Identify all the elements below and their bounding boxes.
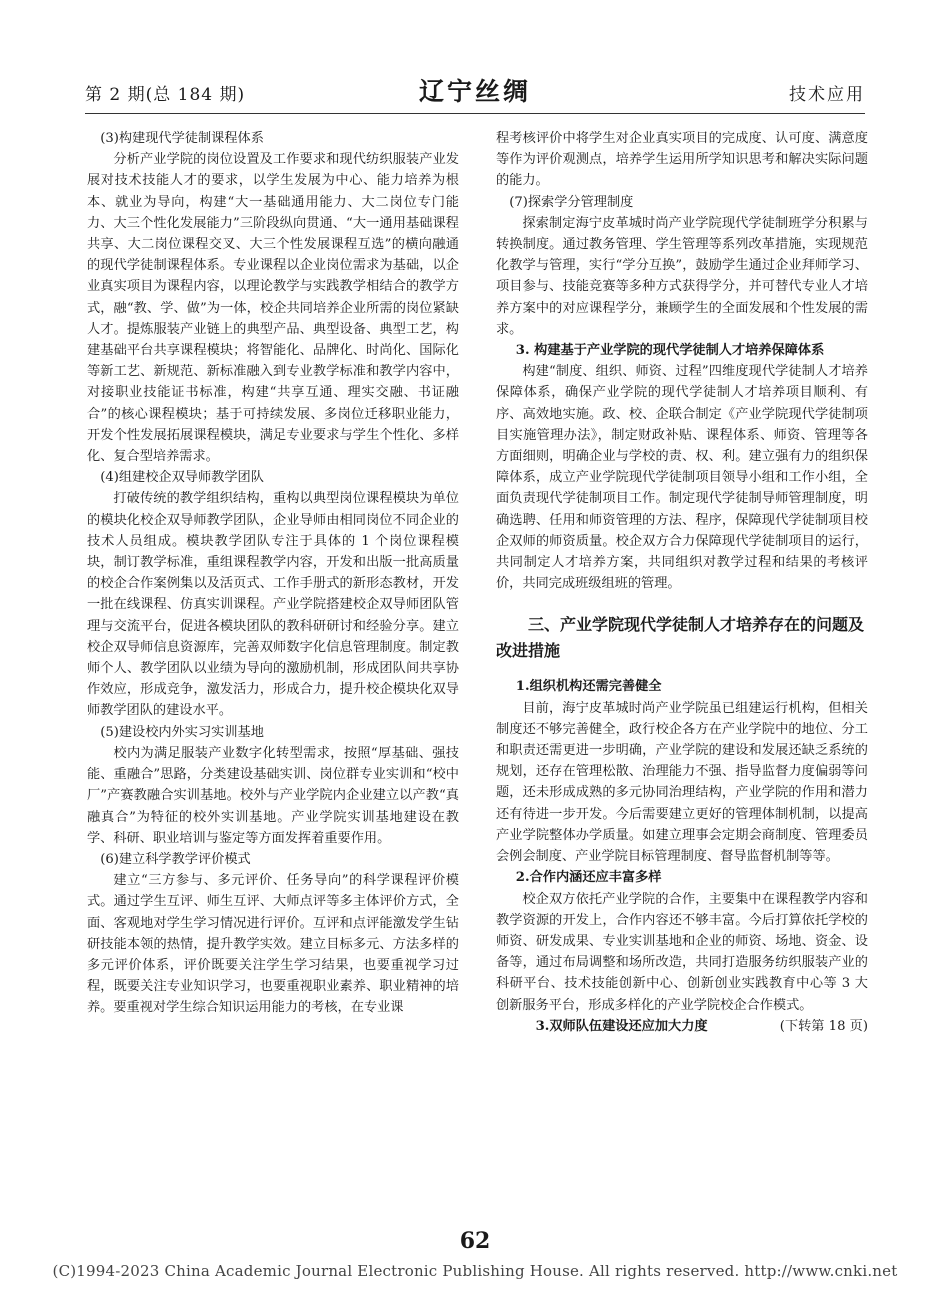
- heading-guarantee-system: 3. 构建基于产业学院的现代学徒制人才培养保障体系: [515, 343, 825, 359]
- subsection-title-4: (4)组建校企双导师教学团队: [100, 470, 264, 486]
- paragraph-training-base: 校内为满足服装产业数字化转型需求，按照“厚基础、强技能、重融合”思路，分类建设基础实训、岗位群专业实训和“校中厂”产赛教融合实训基地。校外与产业学院内企业建立以产教“真融真合”为特征的校外实训基地。产业学院实训基地建设在教学、科研、职业培训与鉴定等方面发挥着重要作用。: [87, 745, 459, 846]
- subsection-title-3: (3)构建现代学徒制课程体系: [100, 131, 264, 146]
- heading-cooperation: 2.合作内涵还应丰富多样: [515, 870, 662, 886]
- paragraph-evaluation: 建立“三方参与、多元评价、任务导向”的科学课程评价模式。通过学生互评、师生互评、大师点评等多主体评价方式，全面、客观地对学生学习情况进行评价。互评和点评能激发学生钻研技能本领的热情，提升教学实效。建立目标多元、方法多样的多元评价体系，评价既要关注学生学习结果，也要重视学习过程，既要关注专业知识学习，也要重视职业素养、职业精神的培养。要重视对学生综合知识运用能力的考核，在专业课: [87, 873, 459, 1016]
- subsection-title-6: (6)建立科学教学评价模式: [100, 851, 251, 867]
- paragraph-teaching-team: 打破传统的教学组织结构，重构以典型岗位课程模块为单位的模块化校企双导师教学团队，企业导师由相同岗位不同企业的技术人员组成。模块教学团队专注于具体的 1 个岗位课程模块，制订教学标准，重组课程教学内容，开发和出版一批高质量的校企合作案例集以及活页式、工作手册式的新形态教材，开发一批在线课程、仿真实训课程。产业学院搭建校企双导师团队管理与交流平台，促进各模块团队的教科研研讨和经验分享。建立校企双导师信息资源库，完善双师数字化信息管理制度。制定教师个人、教学团队以业绩为导向的激励机制，形成团队间共享协作效应，形成竞争，激发活力，形成合力，提升校企模块化双导师教学团队的建设水平。: [87, 491, 459, 719]
- subsection-title-7: (7)探索学分管理制度: [509, 194, 634, 210]
- right-column: [496, 128, 868, 1037]
- heading-organization: 1.组织机构还需完善健全: [515, 679, 662, 695]
- issue-number: 第 2 期(总 184 期): [85, 85, 246, 105]
- copyright-notice: (C)1994-2023 China Academic Journal Electronic Publishing House. All rights reserved. http://www.cnki.net: [52, 1262, 898, 1280]
- paragraph-organization: 目前，海宁皮革城时尚产业学院虽已组建运行机构，但相关制度还不够完善健全，政行校企各方在产业学院中的地位、分工和职责还需更进一步明确，产业学院的建设和发展还缺乏系统的规划，还存在管理松散、治理能力不强、指导监督力度偏弱等问题，还未形成成熟的多元协同治理结构，产业学院的作用和潜力还有待进一步开发。今后需要建立更好的管理体制机制，以提高产业学院整体办学质量。如建立理事会定期会商制度、管理委员会例会制度、产业学院目标管理制度、督导监督机制等等。: [496, 700, 868, 865]
- paragraph-credit-system: 探索制定海宁皮革城时尚产业学院现代学徒制班学分积累与转换制度。通过教务管理、学生管理等系列改革措施，实现规范化教学与管理，实行“学分互换”，鼓励学生通过企业拜师学习、项目参与、技能竞赛等多种方式获得学分，并可替代专业人才培养方案中的对应课程学分，兼顾学生的全面发展和个性发展的需求。: [496, 215, 868, 337]
- heading-dual-teachers: 3.双师队伍建设还应加大力度: [535, 1018, 708, 1034]
- header-divider: [85, 113, 865, 114]
- paragraph-guarantee-system: 构建“制度、组织、师资、过程”四维度现代学徒制人才培养保障体系，确保产业学院的现代学徒制人才培养项目顺利、有序、高效地实施。政、校、企联合制定《产业学院现代学徒制项目实施管理办法》，制定财政补贴、课程体系、师资、管理等各方面细则，明确企业与学校的责、权、利。建立强有力的组织保障体系，成立产业学院现代学徒制项目领导小组和工作小组，全面负责现代学徒制项目工作。制定现代学徒制导师管理制度，明确选聘、任用和师资管理的方法、程序，保障现代学徒制项目校企双师的师资质量。校企双方合力保障现代学徒制项目的运行，共同制定人才培养方案，共同组织对教学过程和结果的考核评价，共同完成班级组班的管理。: [496, 364, 868, 592]
- continued-note: (下转第 18 页): [779, 1018, 868, 1034]
- left-column: [87, 128, 459, 1019]
- journal-title: 辽宁丝绸: [418, 77, 531, 106]
- running-header: [85, 66, 865, 110]
- paragraph-evaluation-continued: 程考核评价中将学生对企业真实项目的完成度、认可度、满意度等作为评价观测点，培养学生运用所学知识思考和解决实际问题的能力。: [496, 131, 868, 189]
- subsection-title-5: (5)建设校内外实习实训基地: [100, 724, 264, 740]
- page-number: 62: [459, 1228, 491, 1254]
- final-heading-line: [496, 1016, 868, 1037]
- paragraph-cooperation: 校企双方依托产业学院的合作，主要集中在课程教学内容和教学资源的开发上，合作内容还不够丰富。今后打算依托学校的师资、研发成果、专业实训基地和企业的师资、场地、资金、设备等，通过布局调整和场所改造，共同打造服务纺织服装产业的科研平台、技术技能创新中心、创新创业实践教育中心等 3 大创新服务平台，形成多样化的产业学院校企合作模式。: [496, 891, 868, 1013]
- section-heading-problems: 三、产业学院现代学徒制人才培养存在的问题及改进措施: [496, 615, 865, 661]
- section-label: 技术应用: [789, 85, 865, 105]
- paragraph-curriculum: 分析产业学院的岗位设置及工作要求和现代纺织服装产业发展对技术技能人才的要求，以学生发展为中心、能力培养为根本、就业为导向，构建“大一基础通用能力、大二岗位专门能力、大三个性化发展能力”三阶段纵向贯通、“大一通用基础课程共享、大二岗位课程交叉、大三个性发展课程互选”的横向融通的现代学徒制课程体系。专业课程以企业岗位需求为基础，以企业真实项目为课程内容，以理论教学与实践教学相结合的教学方式，融“教、学、做”为一体，校企共同培养企业所需的岗位紧缺人才。提炼服装产业链上的典型产品、典型设备、典型工艺，构建基础平台共享课程模块；将智能化、品牌化、时尚化、国际化等新工艺、新规范、新标准融入到专业教学标准和教学内容中，对接职业技能证书标准，构建“共享互通、理实交融、书证融合”的核心课程模块；基于可持续发展、多岗位迁移职业能力，开发个性发展拓展课程模块，满足专业要求与学生个性化、多样化、复合型培养需求。: [87, 152, 459, 465]
